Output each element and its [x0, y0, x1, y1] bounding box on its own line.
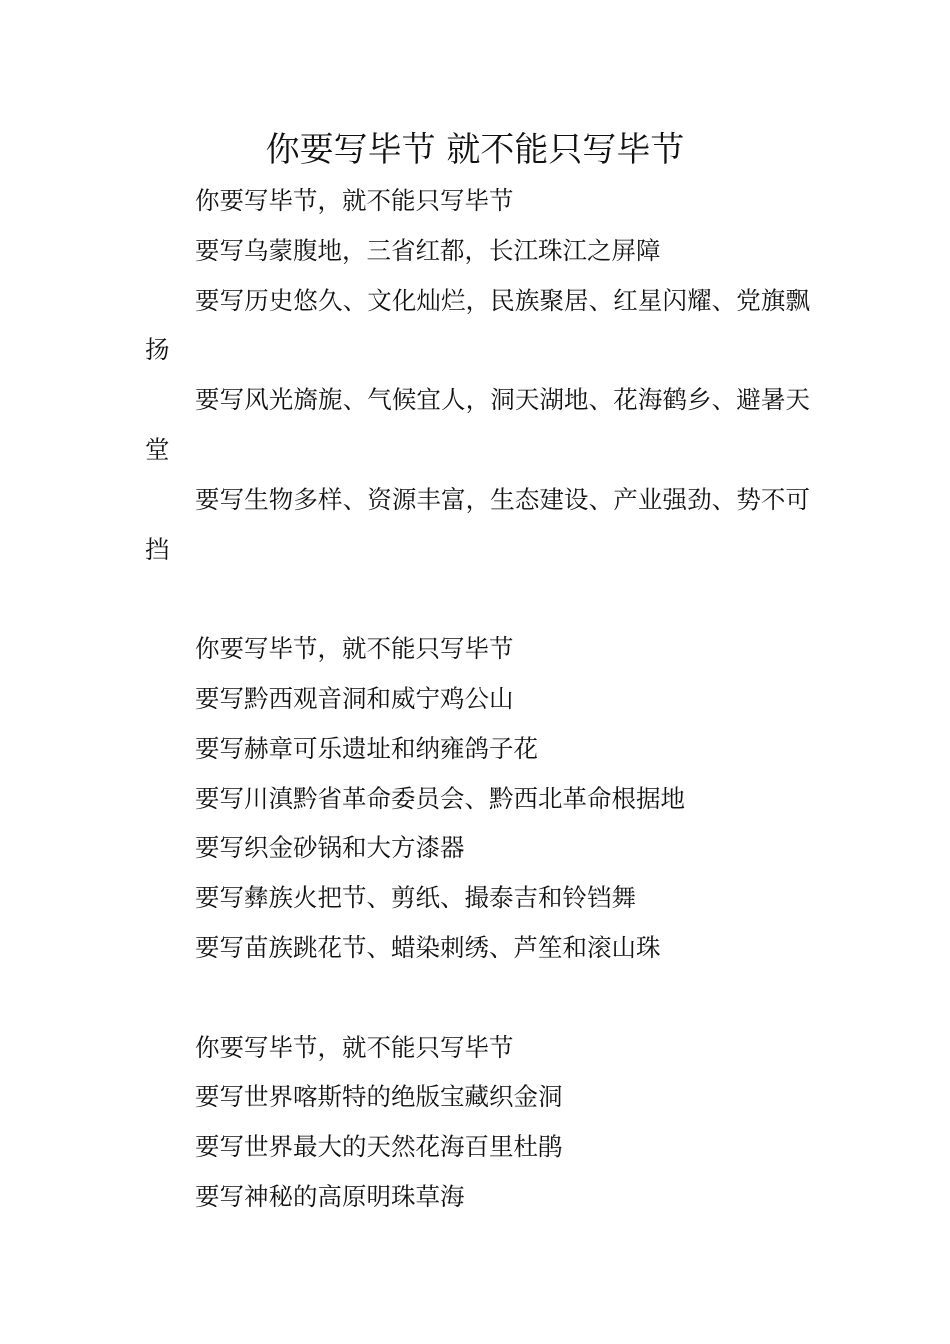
poem-line: 你要写毕节，就不能只写毕节 [195, 1032, 514, 1062]
poem-line: 要写生物多样、资源丰富，生态建设、产业强劲、势不可挡 [145, 484, 810, 564]
poem-line: 要写风光旖旎、气候宜人，洞天湖地、花海鹤乡、避暑天堂 [145, 385, 810, 464]
poem-line: 要写世界喀斯特的绝版宝藏织金洞 [195, 1082, 563, 1112]
document-title: 你要写毕节 就不能只写毕节 [265, 130, 685, 170]
poem-line: 你要写毕节，就不能只写毕节 [195, 634, 514, 664]
poem-line: 要写苗族跳花节、蜡染刺绣、芦笙和滚山珠 [195, 932, 661, 962]
poem-line: 要写川滇黔省革命委员会、黔西北革命根据地 [195, 783, 685, 813]
poem-line: 要写织金砂锅和大方漆器 [195, 833, 465, 863]
section-spacer [145, 973, 810, 1023]
section-spacer [145, 574, 810, 624]
poem-line: 要写乌蒙腹地，三省红都，长江珠江之屏障 [195, 235, 661, 265]
poem-section-3 [145, 1023, 810, 1222]
poem-section-2 [145, 624, 810, 973]
poem-line: 要写黔西观音洞和威宁鸡公山 [195, 683, 514, 713]
poem-line: 要写历史悠久、文化灿烂，民族聚居、红星闪耀、党旗飘扬 [145, 285, 810, 365]
poem-line: 要写世界最大的天然花海百里杜鹃 [195, 1132, 563, 1162]
poem-line: 你要写毕节，就不能只写毕节 [195, 186, 514, 215]
poem-section-1 [145, 176, 810, 574]
poem-line: 要写彝族火把节、剪纸、撮泰吉和铃铛舞 [195, 883, 636, 913]
document-body [145, 176, 810, 1222]
poem-line: 要写神秘的高原明珠草海 [195, 1181, 465, 1211]
poem-line: 要写赫章可乐遗址和纳雍鸽子花 [195, 733, 538, 763]
